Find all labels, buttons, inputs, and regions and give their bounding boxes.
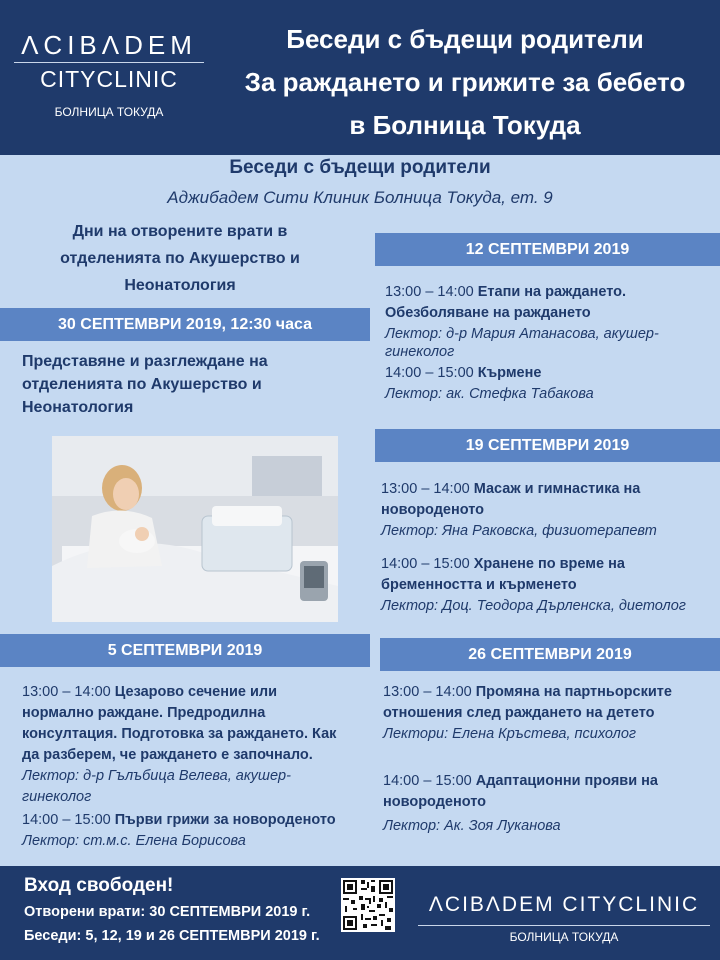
- session-topic: Масаж и гимнастика на: [469, 481, 641, 497]
- session-time: 14:00 – 15:00: [381, 556, 470, 572]
- session-lector: Лектор: ак. Стефка Табакова: [385, 386, 594, 402]
- open-days-desc-line2: отделенията по Акушерство и: [22, 376, 262, 393]
- open-days-date-bar: 30 СЕПТЕМВРИ 2019, 12:30 часа: [0, 308, 370, 341]
- session-topic-cont: новороденото: [381, 502, 485, 518]
- open-days-title-line1: Дни на отворените врати в: [72, 223, 288, 240]
- session-block-sep12: [385, 282, 715, 405]
- logo-divider: [14, 62, 204, 63]
- free-entry-text: Вход свободен!: [24, 875, 174, 896]
- talks-dates-text: Беседи: 5, 12, 19 и 26 СЕПТЕМВРИ 2019 г.: [24, 928, 320, 944]
- date-bar-sep5: 5 СЕПТЕМВРИ 2019: [0, 634, 370, 667]
- qr-code-graphic: [341, 878, 395, 932]
- intro-location: Аджибадем Сити Клиник Болница Токуда, ет. 9: [167, 188, 553, 207]
- session-lector: Лектор: д-р Мария Атанасова, акушер-: [385, 326, 659, 342]
- session-topic-cont: новороденото: [383, 794, 487, 810]
- open-days-description: [22, 350, 352, 419]
- session-lector: Лектор: Ак. Зоя Луканова: [383, 818, 561, 834]
- footer-logo-wordmark: ΛCIBΛDEM CITYCLINIC: [428, 893, 700, 916]
- session-block-sep19: [381, 479, 716, 617]
- session-time: 13:00 – 14:00: [22, 684, 111, 700]
- session-topic: Промяна на партньорските: [471, 684, 672, 700]
- session-time: 13:00 – 14:00: [383, 684, 472, 700]
- open-days-desc-line1: Представяне и разглеждане на: [22, 353, 268, 370]
- session-time: 14:00 – 15:00: [383, 773, 472, 789]
- cityclinic-logo-wordmark: CITYCLINIC: [40, 66, 178, 92]
- session-topic-cont: отношения след раждането на детето: [383, 705, 655, 721]
- acibadem-logo-wordmark: ΛCIBΛDEM: [21, 30, 197, 60]
- session-topic: Хранене по време на: [469, 556, 625, 572]
- session-topic-cont: бременността и кърменето: [381, 577, 577, 593]
- session-sep5-1-topic: [22, 682, 367, 703]
- session-time: 13:00 – 14:00: [385, 284, 474, 300]
- session-topic-cont: да разберем, че раждането е започнало.: [22, 747, 313, 763]
- date-bar-sep19: 19 СЕПТЕМВРИ 2019: [375, 429, 720, 462]
- session-lector-cont: гинеколог: [385, 344, 455, 360]
- logo-subtitle: БОЛНИЦА ТОКУДА: [54, 105, 164, 119]
- open-days-desc-line3: Неонатология: [22, 399, 134, 416]
- session-lector: Лектор: ст.м.с. Елена Борисова: [22, 833, 246, 849]
- date-bar-sep12: 12 СЕПТЕМВРИ 2019: [375, 233, 720, 266]
- session-block-sep26: [383, 682, 716, 837]
- session-topic-cont: консултация. Подготовка за раждането. Как: [22, 726, 337, 742]
- footer-logo-subtitle: БОЛНИЦА ТОКУДА: [509, 930, 619, 944]
- session-lector: Лектор: Доц. Теодора Дърленска, диетолог: [381, 598, 686, 614]
- session-topic: Адаптационни прояви на: [471, 773, 658, 789]
- poster-title-line2: За раждането и грижите за бебето: [244, 67, 686, 97]
- photo-illustration: [52, 436, 338, 622]
- session-topic-cont: Обезболяване на раждането: [385, 305, 591, 321]
- date-bar-sep26: 26 СЕПТЕМВРИ 2019: [380, 638, 720, 671]
- mother-and-newborn-photo: [52, 436, 338, 622]
- open-days-title-line3: Неонатология: [124, 277, 236, 294]
- open-days-title-line2: отделенията по Акушерство и: [60, 250, 300, 267]
- qr-code-icon[interactable]: [341, 878, 395, 932]
- session-topic: Първи грижи за новороденото: [110, 812, 336, 828]
- session-lector-cont: гинеколог: [22, 789, 92, 805]
- session-topic: Кърмене: [473, 365, 542, 381]
- open-doors-date-text: Отворени врати: 30 СЕПТЕМВРИ 2019 г.: [24, 904, 311, 920]
- session-time: 14:00 – 15:00: [385, 365, 474, 381]
- intro-title: Беседи с бъдещи родители: [229, 157, 491, 178]
- session-time: 14:00 – 15:00: [22, 812, 111, 828]
- session-lector: Лектори: Елена Кръстева, психолог: [383, 726, 637, 742]
- poster-title: [225, 18, 705, 147]
- session-topic-cont: нормално раждане. Предродилна: [22, 705, 266, 721]
- session-time: 13:00 – 14:00: [381, 481, 470, 497]
- poster-title-line1: Беседи с бъдещи родители: [286, 24, 644, 54]
- session-lector: Лектор: д-р Гълъбица Велева, акушер-: [22, 768, 291, 784]
- session-topic: Етапи на раждането.: [473, 284, 627, 300]
- session-block-sep5: [22, 682, 367, 852]
- footer-logo-divider: [418, 925, 710, 926]
- session-lector: Лектор: Яна Раковска, физиотерапевт: [381, 523, 657, 539]
- poster-title-line3: в Болница Токуда: [349, 110, 581, 140]
- session-topic: Цезарово сечение или: [110, 684, 278, 700]
- open-days-title: [30, 218, 330, 299]
